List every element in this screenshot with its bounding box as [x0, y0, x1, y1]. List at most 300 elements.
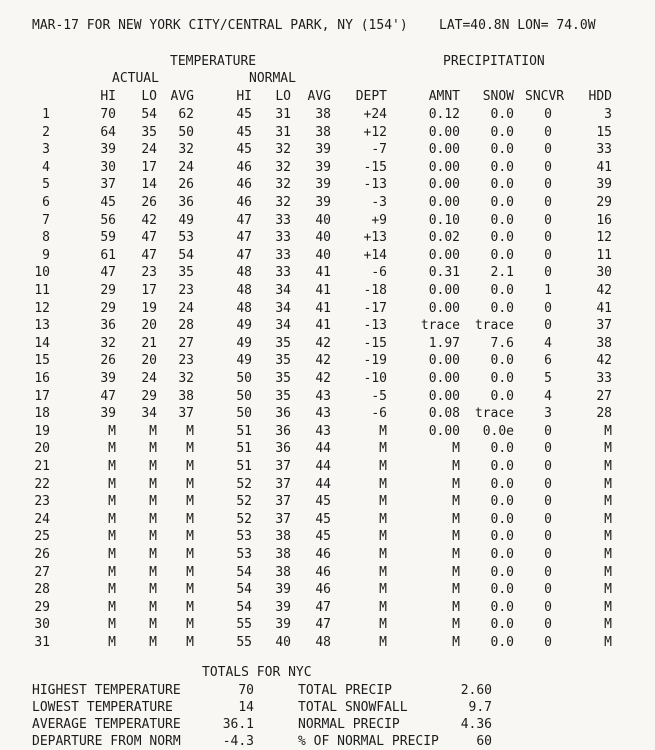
day-cell: 11 — [34, 283, 50, 298]
data-cell: 48 — [236, 265, 252, 281]
data-cell: 51 — [236, 441, 252, 457]
data-cell: 54 — [236, 599, 252, 615]
column-header: HDD — [588, 89, 612, 104]
data-cell: 48 — [236, 300, 252, 316]
data-cell: -13 — [363, 318, 387, 334]
data-cell: M — [604, 599, 612, 615]
data-cell: M — [108, 599, 116, 615]
totals-left-label: LOWEST TEMPERATURE — [32, 700, 173, 715]
data-cell: 36 — [275, 441, 291, 457]
data-cell: M — [186, 441, 194, 457]
day-cell: 21 — [34, 459, 50, 474]
data-cell: 23 — [178, 283, 194, 298]
data-cell: -17 — [363, 300, 387, 316]
column-header: HI — [236, 89, 252, 104]
data-cell: 42 — [141, 212, 157, 228]
data-cell: 32 — [100, 335, 116, 351]
data-cell: 62 — [178, 107, 194, 122]
data-cell: 0.0 — [490, 617, 514, 633]
day-cell: 16 — [34, 371, 50, 386]
data-cell: M — [452, 511, 460, 527]
data-cell: 49 — [236, 335, 252, 351]
data-cell: M — [186, 511, 194, 527]
data-cell: 70 — [100, 107, 116, 122]
day-cell: 1 — [42, 107, 50, 122]
data-cell: 54 — [236, 582, 252, 598]
data-cell: 36 — [275, 406, 291, 422]
data-cell: 36 — [275, 423, 291, 439]
data-cell: -15 — [363, 159, 387, 175]
data-cell: 19 — [141, 300, 157, 316]
data-cell: M — [604, 459, 612, 474]
data-cell: 28 — [178, 318, 194, 334]
data-cell: 33 — [596, 142, 612, 158]
data-cell: 41 — [596, 300, 612, 316]
data-cell: 53 — [178, 230, 194, 246]
column-header: LO — [275, 89, 291, 104]
data-cell: 2.1 — [490, 265, 514, 281]
data-cell: 42 — [596, 283, 612, 298]
totals-right-value: 4.36 — [460, 717, 492, 732]
data-cell: 20 — [141, 353, 157, 369]
data-cell: 0 — [544, 582, 552, 598]
data-cell: 0.0 — [490, 494, 514, 510]
data-cell: 45 — [236, 142, 252, 158]
data-cell: 0.31 — [428, 265, 460, 281]
data-cell: 39 — [100, 142, 116, 158]
data-cell: 0 — [544, 230, 552, 246]
data-cell: M — [452, 459, 460, 474]
data-cell: 50 — [236, 406, 252, 422]
data-cell: -6 — [371, 265, 387, 281]
data-cell: 52 — [236, 511, 252, 527]
data-cell: 29 — [100, 283, 116, 298]
data-cell: 12 — [596, 230, 612, 246]
data-cell: 0 — [544, 476, 552, 492]
data-cell: M — [149, 494, 157, 510]
data-cell: M — [149, 459, 157, 474]
data-cell: 0.00 — [428, 159, 460, 175]
data-cell: 0.0 — [490, 529, 514, 545]
data-cell: 0.08 — [428, 406, 460, 422]
data-cell: M — [379, 599, 387, 615]
data-cell: 32 — [178, 142, 194, 158]
data-cell: M — [604, 494, 612, 510]
data-cell: 0.0 — [490, 177, 514, 193]
data-cell: 15 — [596, 124, 612, 140]
data-cell: 0.02 — [428, 230, 460, 246]
data-cell: 0.00 — [428, 124, 460, 140]
data-cell: 54 — [236, 564, 252, 580]
data-cell: 37 — [178, 406, 194, 422]
data-cell: 0 — [544, 635, 552, 650]
data-cell: 26 — [178, 177, 194, 193]
data-cell: 34 — [275, 300, 291, 316]
data-cell: -7 — [371, 142, 387, 158]
data-cell: 32 — [178, 371, 194, 386]
data-cell: 17 — [141, 159, 157, 175]
data-cell: 1 — [544, 283, 552, 298]
data-cell: 0.00 — [428, 247, 460, 263]
data-cell: 37 — [596, 318, 612, 334]
data-cell: -19 — [363, 353, 387, 369]
data-cell: 41 — [315, 265, 331, 281]
data-cell: M — [186, 494, 194, 510]
day-cell: 20 — [34, 441, 50, 457]
data-cell: 33 — [596, 371, 612, 386]
data-cell: 16 — [596, 212, 612, 228]
day-cell: 5 — [42, 177, 50, 193]
data-cell: 0.0 — [490, 599, 514, 615]
data-cell: 29 — [596, 195, 612, 210]
data-cell: 0.0 — [490, 564, 514, 580]
data-cell: 35 — [275, 353, 291, 369]
day-cell: 8 — [42, 230, 50, 246]
data-cell: 37 — [275, 459, 291, 474]
data-cell: 0.0 — [490, 441, 514, 457]
day-cell: 12 — [34, 300, 50, 316]
day-cell: 19 — [34, 423, 50, 439]
data-cell: +14 — [363, 247, 387, 263]
data-cell: 0 — [544, 212, 552, 228]
data-cell: 0 — [544, 441, 552, 457]
report-title: MAR-17 FOR NEW YORK CITY/CENTRAL PARK, NY (154') LAT=40.8N LON= 74.0W — [32, 18, 596, 33]
data-cell: 0.0 — [490, 353, 514, 369]
data-cell: 20 — [141, 318, 157, 334]
temperature-header: TEMPERATURE — [170, 54, 257, 69]
day-cell: 25 — [34, 529, 50, 545]
data-cell: 0.00 — [428, 423, 460, 439]
data-cell: +24 — [363, 107, 387, 122]
data-cell: 42 — [315, 353, 331, 369]
data-cell: 39 — [596, 177, 612, 193]
data-cell: M — [108, 511, 116, 527]
data-cell: 44 — [315, 476, 331, 492]
data-cell: 32 — [275, 177, 291, 193]
data-cell: M — [379, 582, 387, 598]
data-cell: -6 — [371, 406, 387, 422]
data-cell: M — [379, 617, 387, 633]
data-cell: -3 — [371, 195, 387, 210]
totals-left-value: -4.3 — [222, 734, 254, 749]
data-cell: 0.0 — [490, 300, 514, 316]
data-cell: 46 — [236, 195, 252, 210]
data-cell: 33 — [275, 230, 291, 246]
data-cell: 32 — [275, 159, 291, 175]
data-cell: 0.0 — [490, 159, 514, 175]
data-cell: 42 — [315, 335, 331, 351]
data-cell: 39 — [315, 142, 331, 158]
totals-title: TOTALS FOR NYC — [202, 665, 312, 680]
data-cell: M — [452, 564, 460, 580]
data-cell: 0.0 — [490, 283, 514, 298]
data-cell: 61 — [100, 247, 116, 263]
data-cell: 5 — [544, 371, 552, 386]
data-cell: M — [149, 511, 157, 527]
day-cell: 15 — [34, 353, 50, 369]
data-cell: M — [149, 582, 157, 598]
normal-header: NORMAL — [249, 71, 296, 86]
data-cell: M — [186, 459, 194, 474]
data-cell: 39 — [315, 159, 331, 175]
data-cell: 0 — [544, 177, 552, 193]
data-cell: 45 — [315, 529, 331, 545]
data-cell: 35 — [275, 371, 291, 386]
data-cell: 64 — [100, 124, 116, 140]
data-cell: M — [379, 547, 387, 562]
data-cell: M — [108, 635, 116, 650]
data-cell: +13 — [363, 230, 387, 246]
data-cell: 30 — [596, 265, 612, 281]
data-cell: 0.00 — [428, 195, 460, 210]
totals-left-value: 14 — [238, 700, 254, 715]
data-cell: 47 — [315, 599, 331, 615]
data-cell: M — [186, 423, 194, 439]
data-cell: M — [604, 582, 612, 598]
data-cell: -13 — [363, 177, 387, 193]
data-cell: 0.0 — [490, 635, 514, 650]
data-cell: 0 — [544, 318, 552, 334]
data-cell: 39 — [100, 406, 116, 422]
data-cell: 0.00 — [428, 371, 460, 386]
data-cell: M — [108, 441, 116, 457]
data-cell: M — [108, 529, 116, 545]
data-cell: 29 — [100, 300, 116, 316]
data-cell: 43 — [315, 388, 331, 404]
totals-left-label: AVERAGE TEMPERATURE — [32, 717, 181, 732]
data-cell: trace — [420, 318, 460, 334]
totals-right-label: NORMAL PRECIP — [298, 717, 400, 732]
data-cell: -18 — [363, 283, 387, 298]
data-cell: M — [149, 547, 157, 562]
data-cell: M — [452, 599, 460, 615]
data-cell: 0.00 — [428, 300, 460, 316]
data-cell: trace — [474, 318, 514, 334]
data-cell: trace — [474, 406, 514, 422]
data-cell: 27 — [596, 388, 612, 404]
column-header: AVG — [307, 89, 331, 104]
data-cell: 49 — [236, 318, 252, 334]
data-cell: 0 — [544, 265, 552, 281]
data-cell: M — [108, 617, 116, 633]
data-cell: 29 — [141, 388, 157, 404]
data-cell: M — [452, 617, 460, 633]
data-cell: 39 — [100, 371, 116, 386]
data-cell: 37 — [275, 494, 291, 510]
data-cell: 41 — [315, 318, 331, 334]
data-cell: M — [149, 476, 157, 492]
day-cell: 27 — [34, 564, 50, 580]
data-cell: 38 — [315, 124, 331, 140]
data-cell: 0 — [544, 423, 552, 439]
data-cell: 55 — [236, 635, 252, 650]
data-cell: 45 — [236, 124, 252, 140]
data-cell: 0.0 — [490, 511, 514, 527]
data-cell: 47 — [141, 230, 157, 246]
data-cell: 0.00 — [428, 353, 460, 369]
data-cell: M — [604, 476, 612, 492]
data-cell: 41 — [315, 300, 331, 316]
data-cell: 11 — [596, 247, 612, 263]
data-cell: 0 — [544, 564, 552, 580]
data-cell: -15 — [363, 335, 387, 351]
data-cell: 47 — [100, 388, 116, 404]
column-header: SNOW — [482, 89, 514, 104]
data-cell: 52 — [236, 476, 252, 492]
data-cell: 39 — [275, 582, 291, 598]
data-cell: 32 — [275, 195, 291, 210]
data-cell: 31 — [275, 124, 291, 140]
column-header: LO — [141, 89, 157, 104]
data-cell: 24 — [141, 371, 157, 386]
data-cell: M — [452, 547, 460, 562]
data-cell: 45 — [236, 107, 252, 122]
totals-left-label: DEPARTURE FROM NORM — [32, 734, 181, 749]
data-cell: -10 — [363, 371, 387, 386]
data-cell: M — [604, 423, 612, 439]
data-cell: 0.00 — [428, 177, 460, 193]
data-cell: 33 — [275, 247, 291, 263]
data-cell: 0 — [544, 617, 552, 633]
data-cell: M — [149, 617, 157, 633]
day-cell: 7 — [42, 212, 50, 228]
totals-right-value: 9.7 — [468, 700, 492, 715]
data-cell: M — [149, 441, 157, 457]
data-cell: 45 — [315, 494, 331, 510]
day-cell: 9 — [42, 247, 50, 263]
data-cell: 0.0 — [490, 547, 514, 562]
data-cell: 42 — [315, 371, 331, 386]
column-header: SNCVR — [525, 89, 565, 104]
data-cell: 32 — [275, 142, 291, 158]
data-cell: M — [108, 564, 116, 580]
data-cell: M — [108, 494, 116, 510]
data-cell: M — [149, 599, 157, 615]
data-cell: 38 — [596, 335, 612, 351]
data-cell: 0.0 — [490, 388, 514, 404]
day-cell: 2 — [42, 124, 50, 140]
day-cell: 22 — [34, 476, 50, 492]
data-cell: M — [108, 547, 116, 562]
data-cell: 41 — [596, 159, 612, 175]
data-cell: 46 — [315, 547, 331, 562]
data-cell: 45 — [315, 511, 331, 527]
data-cell: M — [108, 459, 116, 474]
data-cell: 38 — [315, 107, 331, 122]
day-cell: 14 — [34, 335, 50, 351]
data-cell: 21 — [141, 335, 157, 351]
data-cell: 37 — [275, 476, 291, 492]
data-cell: M — [604, 441, 612, 457]
data-cell: 54 — [178, 247, 194, 263]
data-cell: 46 — [315, 582, 331, 598]
data-cell: 0.0 — [490, 476, 514, 492]
data-cell: 51 — [236, 423, 252, 439]
data-cell: 50 — [178, 124, 194, 140]
data-cell: 34 — [275, 318, 291, 334]
data-cell: 40 — [275, 635, 291, 650]
column-header: DEPT — [355, 89, 387, 104]
data-cell: 38 — [178, 388, 194, 404]
data-cell: 55 — [236, 617, 252, 633]
data-cell: 53 — [236, 529, 252, 545]
data-cell: 17 — [141, 283, 157, 298]
data-cell: 39 — [315, 195, 331, 210]
data-cell: 53 — [236, 547, 252, 562]
data-cell: 27 — [178, 335, 194, 351]
day-cell: 6 — [42, 195, 50, 210]
data-cell: 47 — [141, 247, 157, 263]
data-cell: 47 — [100, 265, 116, 281]
data-cell: 33 — [275, 212, 291, 228]
data-cell: 33 — [275, 265, 291, 281]
data-cell: 0 — [544, 195, 552, 210]
data-cell: 35 — [275, 335, 291, 351]
data-cell: 38 — [275, 547, 291, 562]
data-cell: M — [452, 529, 460, 545]
data-cell: M — [149, 564, 157, 580]
data-cell: 51 — [236, 459, 252, 474]
data-cell: 23 — [178, 353, 194, 369]
data-cell: 0 — [544, 494, 552, 510]
day-cell: 17 — [34, 388, 50, 404]
totals-left-value: 36.1 — [222, 717, 254, 732]
data-cell: 47 — [236, 230, 252, 246]
totals-right-label: TOTAL PRECIP — [298, 683, 392, 698]
data-cell: 24 — [178, 159, 194, 175]
data-cell: 7.6 — [490, 335, 514, 351]
day-cell: 31 — [34, 635, 50, 650]
data-cell: 47 — [236, 212, 252, 228]
data-cell: 36 — [100, 318, 116, 334]
data-cell: 49 — [178, 212, 194, 228]
data-cell: M — [379, 564, 387, 580]
data-cell: 28 — [596, 406, 612, 422]
day-cell: 24 — [34, 511, 50, 527]
data-cell: 3 — [604, 107, 612, 122]
data-cell: 41 — [315, 283, 331, 298]
day-cell: 10 — [34, 265, 50, 281]
data-cell: M — [108, 423, 116, 439]
data-cell: 0.0e — [482, 423, 514, 439]
data-cell: M — [149, 529, 157, 545]
data-cell: 0.0 — [490, 582, 514, 598]
data-cell: M — [379, 511, 387, 527]
data-cell: 0 — [544, 511, 552, 527]
data-cell: 0 — [544, 459, 552, 474]
data-cell: 0 — [544, 599, 552, 615]
data-cell: 0.00 — [428, 283, 460, 298]
data-cell: 35 — [141, 124, 157, 140]
data-cell: 37 — [100, 177, 116, 193]
data-cell: 47 — [315, 617, 331, 633]
totals-left-label: HIGHEST TEMPERATURE — [32, 683, 181, 698]
data-cell: 39 — [275, 599, 291, 615]
data-cell: 44 — [315, 459, 331, 474]
day-cell: 4 — [42, 159, 50, 175]
data-cell: 50 — [236, 388, 252, 404]
data-cell: 45 — [100, 195, 116, 210]
data-cell: 0.0 — [490, 142, 514, 158]
data-cell: 0.0 — [490, 371, 514, 386]
data-cell: 35 — [178, 265, 194, 281]
totals-left-value: 70 — [238, 683, 254, 698]
data-cell: 54 — [141, 107, 157, 122]
data-cell: 44 — [315, 441, 331, 457]
data-cell: 0 — [544, 300, 552, 316]
day-cell: 23 — [34, 494, 50, 510]
data-cell: M — [452, 494, 460, 510]
